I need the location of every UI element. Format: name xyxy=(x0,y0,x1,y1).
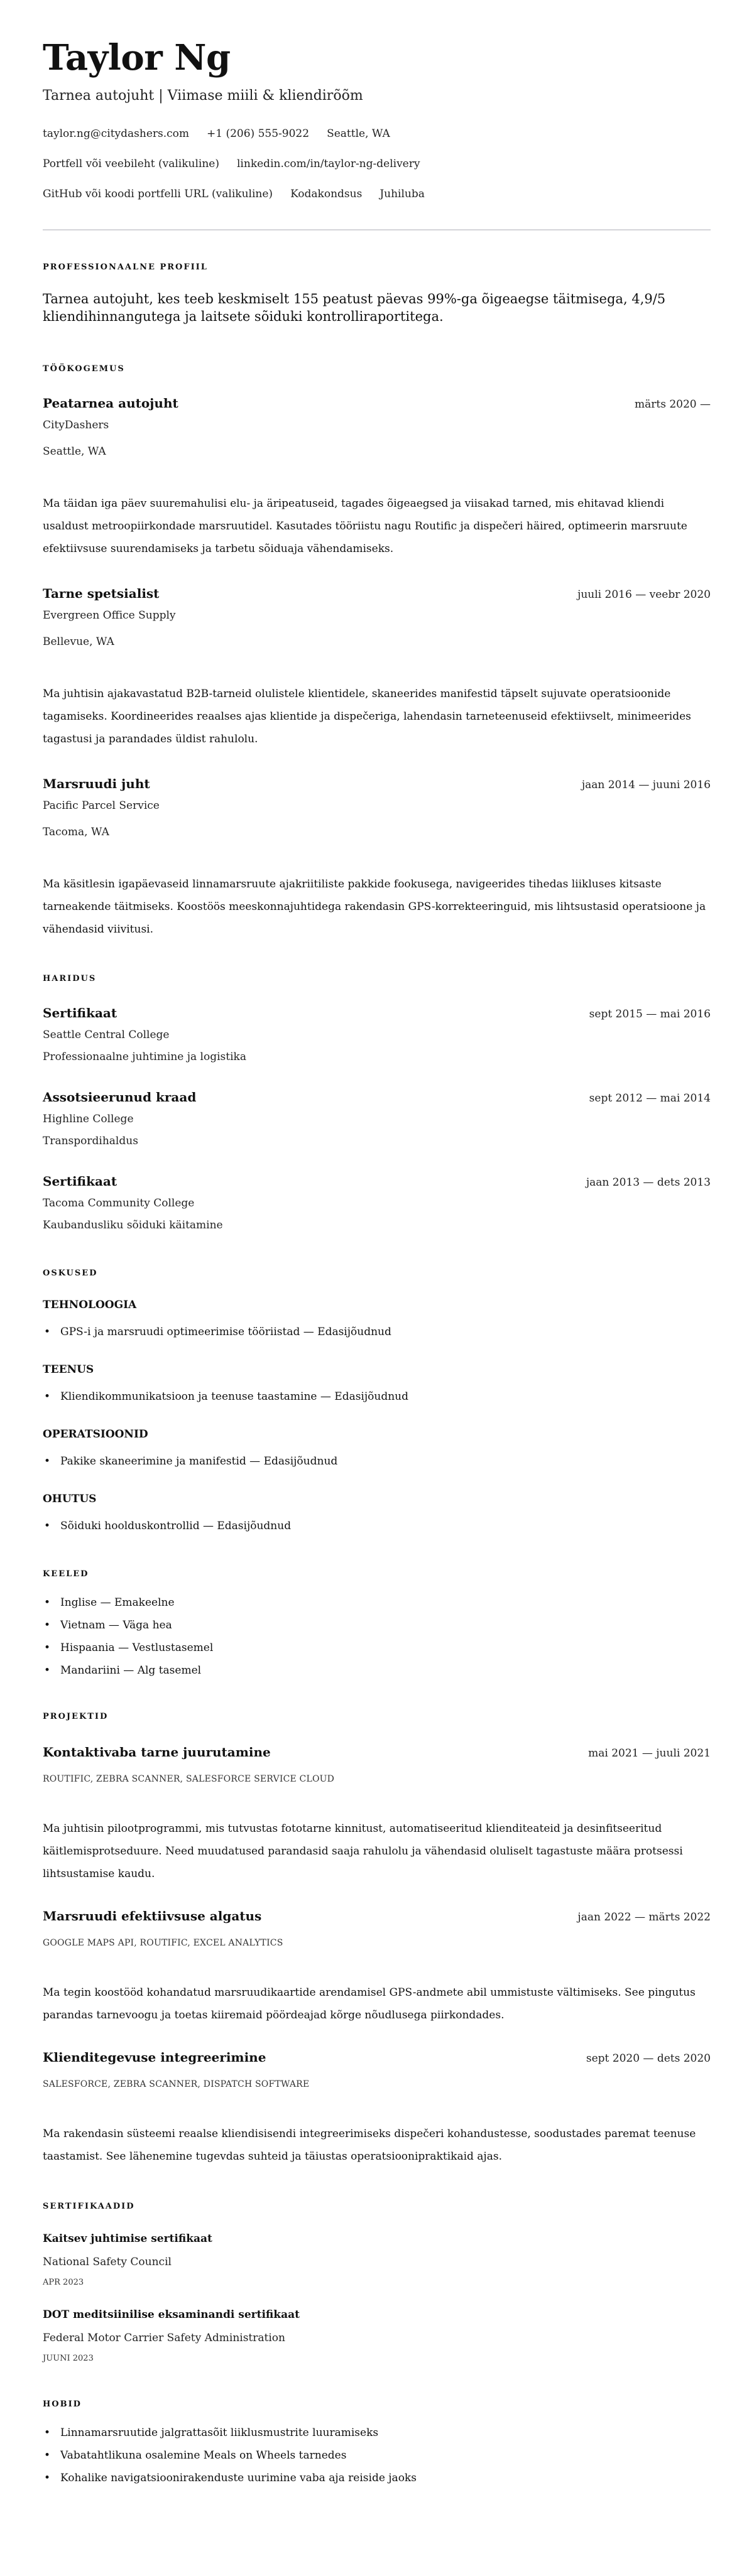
education-entry xyxy=(43,1005,711,1064)
portfolio-link[interactable]: Portfell või veebileht (valikuline) xyxy=(43,158,219,170)
github-link[interactable]: GitHub või koodi portfelli URL (valikuline) xyxy=(43,188,273,200)
certification-issuer: National Safety Council xyxy=(43,2256,172,2268)
job-location: Seattle, WA xyxy=(43,445,106,458)
drivers-license: Juhiluba xyxy=(380,188,425,200)
project-tech-stack: GOOGLE MAPS API, ROUTIFIC, EXCEL ANALYTICS xyxy=(43,1938,283,1948)
hobbies-section xyxy=(43,2399,711,2489)
job-description: Ma täidan iga päev suuremahulisi elu- ja äripeatuseid, tagades õigeaegsed ja viisakad tarned, mis ehitavad kliendi usaldust metroopiirkondade marsruutidel. Kasutades tööriistu nagu Routific ja dispečeri häired, optimeerin marsruute efektiivsuse suurendamiseks ja tarbetu sõiduaja vähendamiseks. xyxy=(43,497,687,555)
item-dates: jaan 2013 — dets 2013 xyxy=(586,1176,711,1189)
item-title: Peatarnea autojuht xyxy=(43,396,178,411)
certification-date: APR 2023 xyxy=(43,2278,84,2287)
project-description: Ma tegin koostööd kohandatud marsruudikaartide arendamisel GPS-andmete abil ummistuste vältimiseks. See pingutus parandas tarnevoogu ja toetas kiiremaid pöördeajad kõrge nõudlusega piirkondades. xyxy=(43,1986,696,2021)
list-item xyxy=(43,1637,711,1659)
certification-entry xyxy=(43,2307,711,2364)
list-item xyxy=(43,2444,711,2467)
job-location: Bellevue, WA xyxy=(43,636,114,648)
item-title: Sertifikaat xyxy=(43,1005,117,1020)
item-header xyxy=(43,395,711,412)
certification-name: DOT meditsiinilise eksaminandi sertifikaat xyxy=(43,2308,300,2321)
bullet-icon: • xyxy=(44,1455,51,1468)
section-heading: HARIDUS xyxy=(43,974,97,983)
item-title: Tarne spetsialist xyxy=(43,586,160,601)
certification-date: JUUNI 2023 xyxy=(43,2354,94,2363)
bullet-icon: • xyxy=(44,1326,51,1338)
item-header xyxy=(43,1089,711,1106)
contact-row xyxy=(43,187,711,202)
bullet-icon: • xyxy=(44,1390,51,1403)
candidate-name: Taylor Ng xyxy=(43,37,231,78)
project-entry xyxy=(43,1908,711,2027)
education-section xyxy=(43,973,711,1233)
experience-section xyxy=(43,364,711,941)
item-title: Marsruudi juht xyxy=(43,776,150,791)
list-item xyxy=(43,1614,711,1637)
certification-name: Kaitsev juhtimise sertifikaat xyxy=(43,2232,212,2245)
item-title: Kontaktivaba tarne juurutamine xyxy=(43,1745,271,1760)
job-entry xyxy=(43,776,711,941)
company: Evergreen Office Supply xyxy=(43,609,176,622)
skill-category: TEHNOLOOGIA xyxy=(43,1299,137,1311)
section-heading: TÖÖKOGEMUS xyxy=(43,364,125,374)
item-dates: mai 2021 — juuli 2021 xyxy=(588,1747,711,1760)
header-divider xyxy=(43,229,711,230)
skill-list xyxy=(43,1385,711,1408)
item-header xyxy=(43,1744,711,1761)
section-heading: KEELED xyxy=(43,1569,89,1579)
item-title: Marsruudi efektiivsuse algatus xyxy=(43,1908,262,1924)
phone: +1 (206) 555-9022 xyxy=(207,127,310,140)
project-tech-stack: ROUTIFIC, ZEBRA SCANNER, SALESFORCE SERVICE CLOUD xyxy=(43,1774,335,1784)
certification-entry xyxy=(43,2231,711,2288)
headline: Tarnea autojuht | Viimase miili & kliendirõõm xyxy=(43,88,363,104)
bullet-icon: • xyxy=(44,1619,51,1632)
list-item xyxy=(43,1321,711,1343)
citizenship: Kodakondsus xyxy=(290,188,363,200)
item-dates: jaan 2022 — märts 2022 xyxy=(577,1911,711,1924)
job-location: Tacoma, WA xyxy=(43,826,109,838)
section-heading: PROFESSIONAALNE PROFIIL xyxy=(43,262,208,272)
bullet-icon: • xyxy=(44,1642,51,1654)
item-header xyxy=(43,585,711,602)
list-item-text: Inglise — Emakeelne xyxy=(60,1596,175,1609)
profile-text: Tarnea autojuht, kes teeb keskmiselt 155 peatust päevas 99%-ga õigeaegse täitmisega, 4,9/5 kliendihinnangutega ja laitsete sõiduki kontrolliraportitega. xyxy=(43,291,666,324)
skill-category: OHUTUS xyxy=(43,1493,97,1505)
company: Pacific Parcel Service xyxy=(43,799,160,812)
certification-issuer: Federal Motor Carrier Safety Administration xyxy=(43,2332,285,2344)
list-item-text: Mandariini — Alg tasemel xyxy=(60,1664,202,1677)
bullet-icon: • xyxy=(44,2427,51,2439)
list-item-text: Kliendikommunikatsioon ja teenuse taastamine — Edasijõudnud xyxy=(60,1390,408,1403)
list-item xyxy=(43,1591,711,1614)
list-item-text: Hispaania — Vestlustasemel xyxy=(60,1642,214,1654)
list-item-text: Kohalike navigatsioonirakenduste uurimine vaba aja reiside jaoks xyxy=(60,2472,417,2484)
project-tech-stack: SALESFORCE, ZEBRA SCANNER, DISPATCH SOFTWARE xyxy=(43,2079,310,2089)
bullet-icon: • xyxy=(44,1520,51,1532)
job-entry xyxy=(43,585,711,750)
skill-category: OPERATSIOONID xyxy=(43,1428,148,1441)
education-entry xyxy=(43,1089,711,1149)
project-description: Ma juhtisin pilootprogrammi, mis tutvustas fototarne kinnitust, automatiseeritud klienditeateid ja desinfitseeritud käitlemisprotseduure. Need muudatused parandasid saaja rahulolu ja vähendasid oluliselt tagastuste määra protsessi lihtsustamise kaudu. xyxy=(43,1822,683,1880)
job-entry xyxy=(43,395,711,560)
contact-row xyxy=(43,126,711,141)
section-heading: SERTIFIKAADID xyxy=(43,2202,135,2211)
list-item xyxy=(43,1450,711,1473)
item-header xyxy=(43,2049,711,2066)
skill-list xyxy=(43,1321,711,1343)
field-of-study: Transpordihaldus xyxy=(43,1135,138,1147)
skill-list xyxy=(43,1450,711,1473)
bullet-icon: • xyxy=(44,1664,51,1677)
school: Highline College xyxy=(43,1113,134,1125)
section-heading: OSKUSED xyxy=(43,1269,98,1278)
resume-header xyxy=(43,38,711,202)
list-item-text: Linnamarsruutide jalgrattasõit liiklusmustrite luuramiseks xyxy=(60,2427,379,2439)
list-item-text: Pakike skaneerimine ja manifestid — Edasijõudnud xyxy=(60,1455,338,1468)
item-title: Klienditegevuse integreerimine xyxy=(43,2050,266,2065)
list-item-text: Vabatahtlikuna osalemine Meals on Wheels tarnedes xyxy=(60,2449,347,2462)
list-item-text: Vietnam — Väga hea xyxy=(60,1619,172,1632)
school: Tacoma Community College xyxy=(43,1197,195,1210)
education-entry xyxy=(43,1173,711,1233)
skill-list xyxy=(43,1515,711,1537)
item-title: Sertifikaat xyxy=(43,1174,117,1189)
project-entry xyxy=(43,2049,711,2168)
bullet-icon: • xyxy=(44,2449,51,2462)
email-link[interactable]: taylor.ng@citydashers.com xyxy=(43,127,190,140)
item-header xyxy=(43,1173,711,1190)
item-dates: märts 2020 — xyxy=(634,398,711,411)
list-item-text: GPS-i ja marsruudi optimeerimise tööriistad — Edasijõudnud xyxy=(60,1326,391,1338)
bullet-icon: • xyxy=(44,1596,51,1609)
item-header xyxy=(43,1005,711,1022)
field-of-study: Kaubandusliku sõiduki käitamine xyxy=(43,1219,223,1231)
field-of-study: Professionaalne juhtimine ja logistika xyxy=(43,1051,246,1063)
section-heading: HOBID xyxy=(43,2400,82,2409)
item-dates: sept 2012 — mai 2014 xyxy=(589,1092,711,1105)
skills-section xyxy=(43,1268,711,1537)
list-item xyxy=(43,1385,711,1408)
skill-category: TEENUS xyxy=(43,1363,94,1376)
item-dates: jaan 2014 — juuni 2016 xyxy=(581,779,711,791)
location: Seattle, WA xyxy=(327,127,390,140)
item-dates: juuli 2016 — veebr 2020 xyxy=(577,588,711,601)
item-dates: sept 2020 — dets 2020 xyxy=(586,2052,711,2065)
item-header xyxy=(43,776,711,793)
certifications-section xyxy=(43,2201,711,2364)
company: CityDashers xyxy=(43,419,109,431)
bullet-icon: • xyxy=(44,2472,51,2484)
school: Seattle Central College xyxy=(43,1029,170,1041)
item-dates: sept 2015 — mai 2016 xyxy=(589,1008,711,1020)
list-item-text: Sõiduki hoolduskontrollid — Edasijõudnud xyxy=(60,1520,292,1532)
project-entry xyxy=(43,1744,711,1885)
item-header xyxy=(43,1908,711,1925)
projects-section xyxy=(43,1711,711,2168)
job-description: Ma käsitlesin igapäevaseid linnamarsruute ajakriitiliste pakkide fookusega, navigeerides tihedas liikluses kitsaste tarneakende täitmiseks. Koostöös meeskonnajuhtidega rakendasin GPS-korrekteeringuid, mis lihtsustasid operatsioone ja vähendasid viivitusi. xyxy=(43,878,706,936)
item-title: Assotsieerunud kraad xyxy=(43,1090,197,1105)
list-item xyxy=(43,1659,711,1682)
list-item xyxy=(43,2467,711,2489)
job-description: Ma juhtisin ajakavastatud B2B-tarneid olulistele klientidele, skaneerides manifestid täpselt sujuvate operatsioonide tagamiseks. Koordineerides reaalses ajas klientide ja dispečeriga, lahendasin tarneteenuseid efektiivselt, minimeerides tagastusi ja parandades üldist rahulolu. xyxy=(43,688,691,745)
languages-section xyxy=(43,1569,711,1682)
list-item xyxy=(43,1515,711,1537)
profile-section xyxy=(43,262,711,325)
linkedin-link[interactable]: linkedin.com/in/taylor-ng-delivery xyxy=(237,158,420,170)
section-heading: PROJEKTID xyxy=(43,1712,109,1721)
project-description: Ma rakendasin süsteemi reaalse kliendisisendi integreerimiseks dispečeri kohandustesse, soodustades paremat teenuse taastamist. See lähenemine tugevdas suhteid ja täiustas operatsioonipraktikaid ajas. xyxy=(43,2128,696,2163)
contact-row xyxy=(43,156,711,171)
list-item xyxy=(43,2422,711,2444)
